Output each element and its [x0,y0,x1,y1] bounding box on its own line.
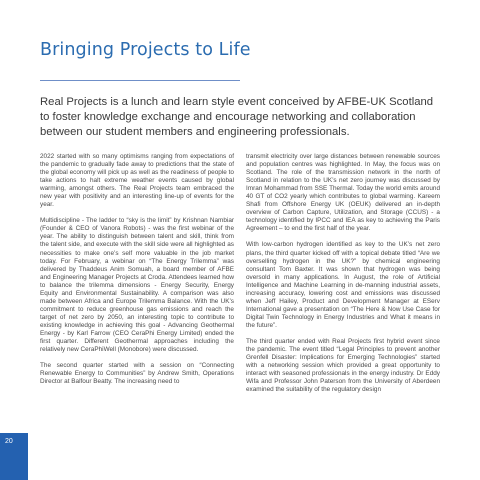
title-divider [40,80,240,81]
left-column [40,153,234,402]
page-number-tab [0,433,28,480]
right-column [246,153,440,402]
page-number: 20 [5,438,13,445]
body-columns [40,153,440,402]
intro-paragraph: Real Projects is a lunch and learn style event conceived by AFBE-UK Scotland to foster knowledge exchange and encourage networking and collaboration between our student members and engineering professionals. [40,96,434,138]
left-paragraph-2: Multidiscipline - The ladder to “sky is the limit” by Krishnan Nambiar (Founder & CEO of Vanora Robots) - was the first webinar of the year. The ability to distinguish between talent and skill, think from the talent side, and execute with the skill side were all highlighted as necessities to make one’s self more valuable in the job market today. For February, a webinar on “The Energy Trilemma” was delivered by Thaddeus Anim Somuah, a board member of AFBE and Engineering Manager Projects at Croda. Attendees learned how to balance the trilemma dimensions - Energy Security, Energy Equity and Environmental Sustainability. A comparison was also made between Africa and Europe Trilemma Balance. With the UK’s commitment to reduce greenhouse gas emissions and reach the target of net zero by 2050, an interesting topic to contribute to existing knowledge in achieving this goal - Advancing Geothermal Energy - by Karl Farrow (CEO CeraPhi Energy Limited) ended the first quarter. Different Geothermal approaches including the relatively new CeraPhiWell (Monobore) were discussed. [40,217,234,354]
left-paragraph-1: 2022 started with so many optimisms ranging from expectations of the pandemic to gradually fade away to predictions that the state of the global economy will pick up as well as the readiness of people to take actions to halt extreme weather events caused by global warming, amongst others. The Real Projects team embraced the new year with positivity and an interesting line-up of events for the year. [40,153,234,209]
right-paragraph-3: The third quarter ended with Real Projects first hybrid event since the pandemic. The event titled “Legal Principles to prevent another Grenfell Disaster: Implications for Emerging Technologies” started with a networking session which provided a great opportunity to interact with seasoned professionals in the energy industry. Dr Eddy Wifa and Professor John Paterson from the University of Aberdeen examined the suitability of the regulatory design [246,337,440,394]
page-title: Bringing Projects to Life [40,40,251,60]
right-paragraph-1: transmit electricity over large distances between renewable sources and population centres was highlighted. In May, the focus was on Scotland. The role of the transmission network in the north of Scotland in relation to the UK’s net zero journey was discussed by Imran Mohammad from SSE Thermal. Today the world emits around 40 GT of CO2 yearly which contributes to global warming. Kareem Shafi from Offshore Energy UK (OEUK) delivered an in-depth overview of Carbon Capture, Utilization, and Storage (CCUS) - a technology identified by IPCC and IEA as key to achieving the Paris Agreement – to end the first half of the year. [246,153,440,233]
left-paragraph-3: The second quarter started with a session on “Connecting Renewable Energy to Communities” by Andrew Smith, Operations Director at Balfour Beatty. The increasing need to [40,362,234,386]
right-paragraph-2: With low-carbon hydrogen identified as key to the UK’s net zero plans, the third quarter kicked off with a topical debate titled “Are we overselling hydrogen in the UK?” by chemical engineering consultant Tom Baxter. It was shown that hydrogen was being oversold in many applications. In August, the role of Artificial Intelligence and Machine Learning in de-manning industrial assets, increasing accuracy, lowering cost and emissions was discussed when Jeff Hailey, Product and Development Manager at EServ International gave a presentation on “The Here & Now Use Case for Digital Twin Technology in Energy Industries and What it means in the future”. [246,241,440,329]
